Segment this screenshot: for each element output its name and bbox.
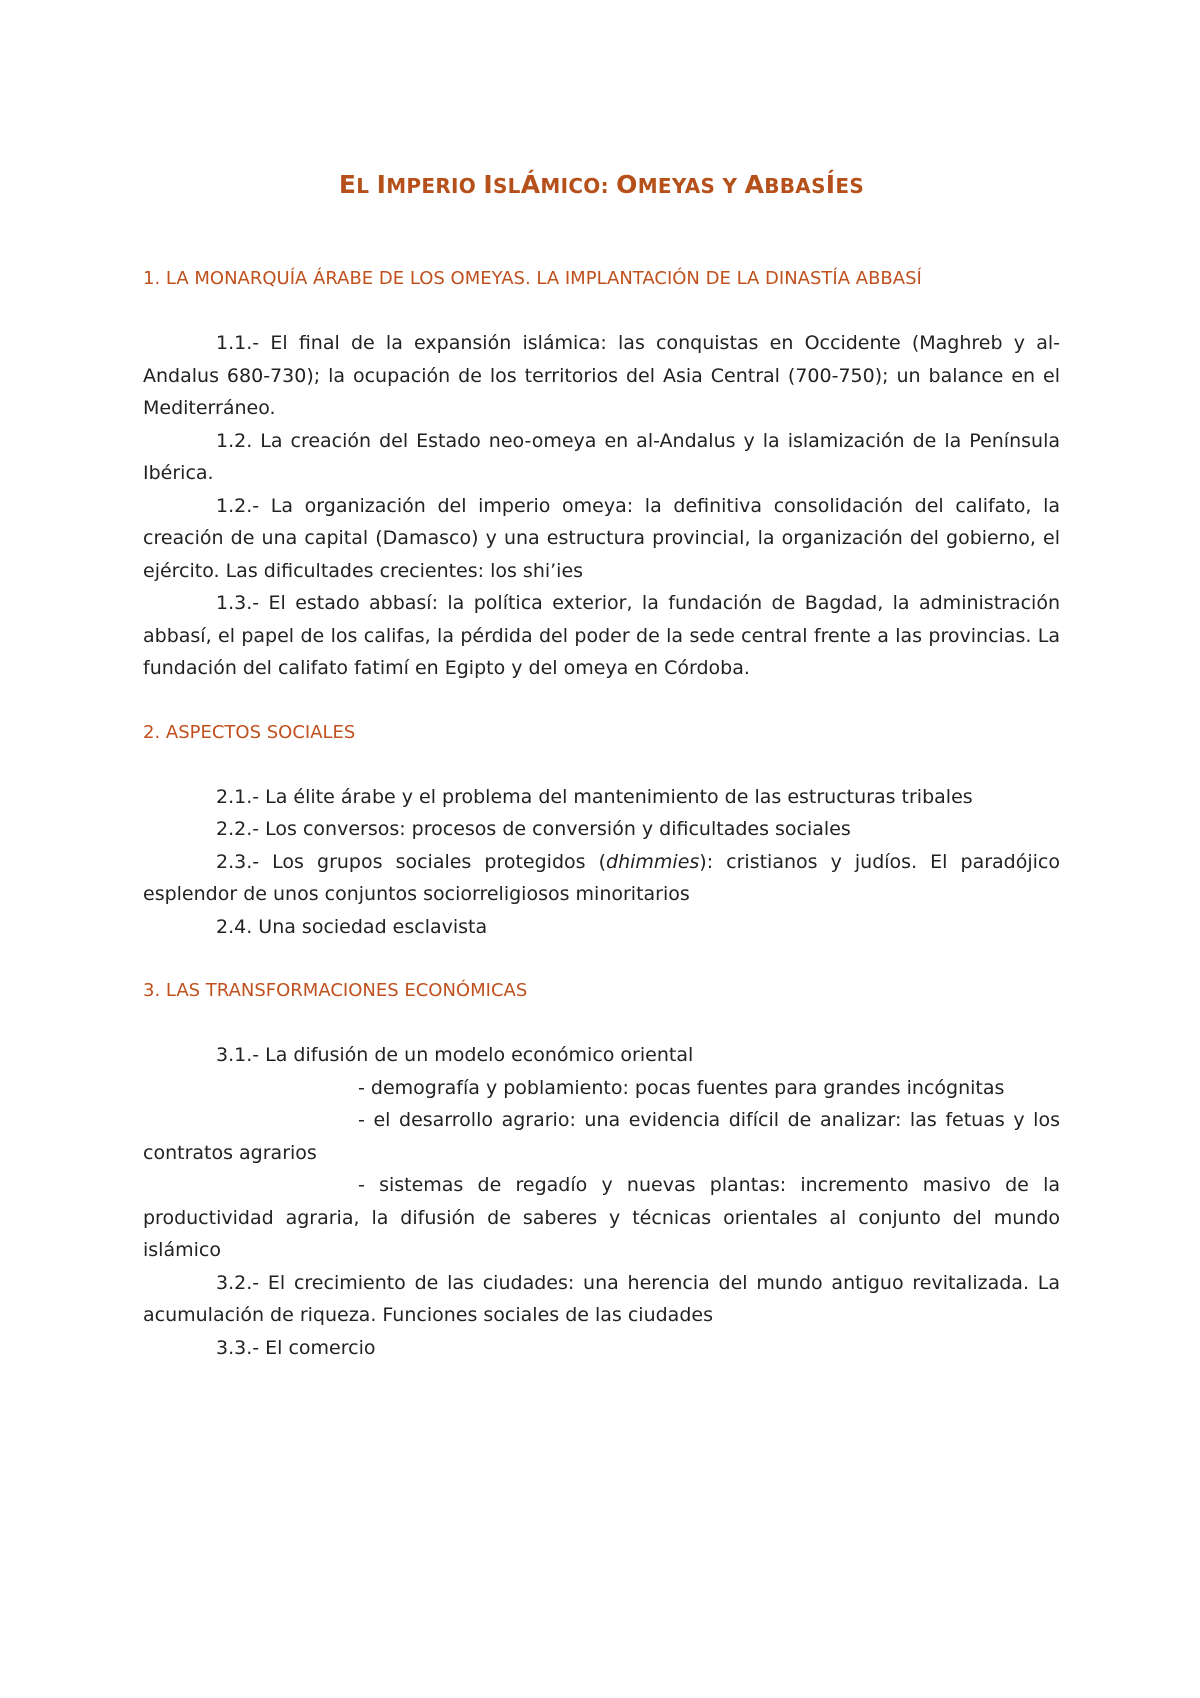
outline-item: 3.2.- El crecimiento de las ciudades: una herencia del mundo antiguo revitalizada. La acumulación de riqueza. Funciones sociales de las ciudades	[143, 1271, 1060, 1326]
outline-item: 3.1.- La difusión de un modelo económico oriental	[216, 1044, 694, 1066]
item-text: 2.3.- Los grupos sociales protegidos (	[216, 850, 607, 873]
section-3	[143, 975, 1060, 1364]
outline-item: 2.2.- Los conversos: procesos de conversión y dificultades sociales	[216, 818, 851, 840]
outline-item: 1.2.- La organización del imperio omeya: la definitiva consolidación del califato, la creación de una capital (Damasco) y una estructura provincial, la organización del gobierno, el ejército. Las dificultades crecientes: los shi’ies	[143, 494, 1060, 582]
item-text: ): cristianos y judíos. El paradójico esplendor de unos conjuntos sociorreligiosos minoritarios	[143, 850, 1060, 905]
section-1	[143, 263, 1060, 685]
outline-subitem: - demografía y poblamiento: pocas fuentes para grandes incógnitas	[358, 1076, 1005, 1099]
outline-item: 2.1.- La élite árabe y el problema del mantenimiento de las estructuras tribales	[216, 785, 973, 808]
document-page	[143, 170, 1060, 1396]
outline-item: 1.3.- El estado abbasí: la política exterior, la fundación de Bagdad, la administración abbasí, el papel de los califas, la pérdida del poder de la sede central frente a las provincias. La fundación del califato fatimí en Egipto y del omeya en Córdoba.	[143, 592, 1060, 679]
section-heading: 3. LAS TRANSFORMACIONES ECONÓMICAS	[143, 980, 528, 1001]
outline-item	[143, 846, 1060, 911]
section-heading: 1. LA MONARQUÍA ÁRABE DE LOS OMEYAS. LA IMPLANTACIÓN DE LA DINASTÍA ABBASÍ	[143, 268, 922, 289]
outline-item: 1.2. La creación del Estado neo-omeya en al-Andalus y la islamización de la Península Ibérica.	[143, 429, 1060, 484]
outline-item: 2.4. Una sociedad esclavista	[216, 915, 488, 938]
section-heading: 2. ASPECTOS SOCIALES	[143, 721, 356, 743]
outline-subitem: - sistemas de regadío y nuevas plantas: incremento masivo de la productividad agraria, la difusión de saberes y técnicas orientales al conjunto del mundo islámico	[143, 1174, 1060, 1261]
outline-item: 1.1.- El final de la expansión islámica: las conquistas en Occidente (Maghreb y al-Andalus 680-730); la ocupación de los territorios del Asia Central (700-750); un balance en el Mediterráneo.	[143, 332, 1060, 419]
outline-subitem: - el desarrollo agrario: una evidencia difícil de analizar: las fetuas y los contratos agrarios	[143, 1109, 1060, 1164]
section-2	[143, 717, 1060, 944]
page-title: EL IMPERIO ISLÁMICO: OMEYAS Y ABBASÍES	[338, 170, 865, 199]
italic-term: dhimmies	[606, 850, 700, 873]
outline-item: 3.3.- El comercio	[216, 1336, 376, 1359]
